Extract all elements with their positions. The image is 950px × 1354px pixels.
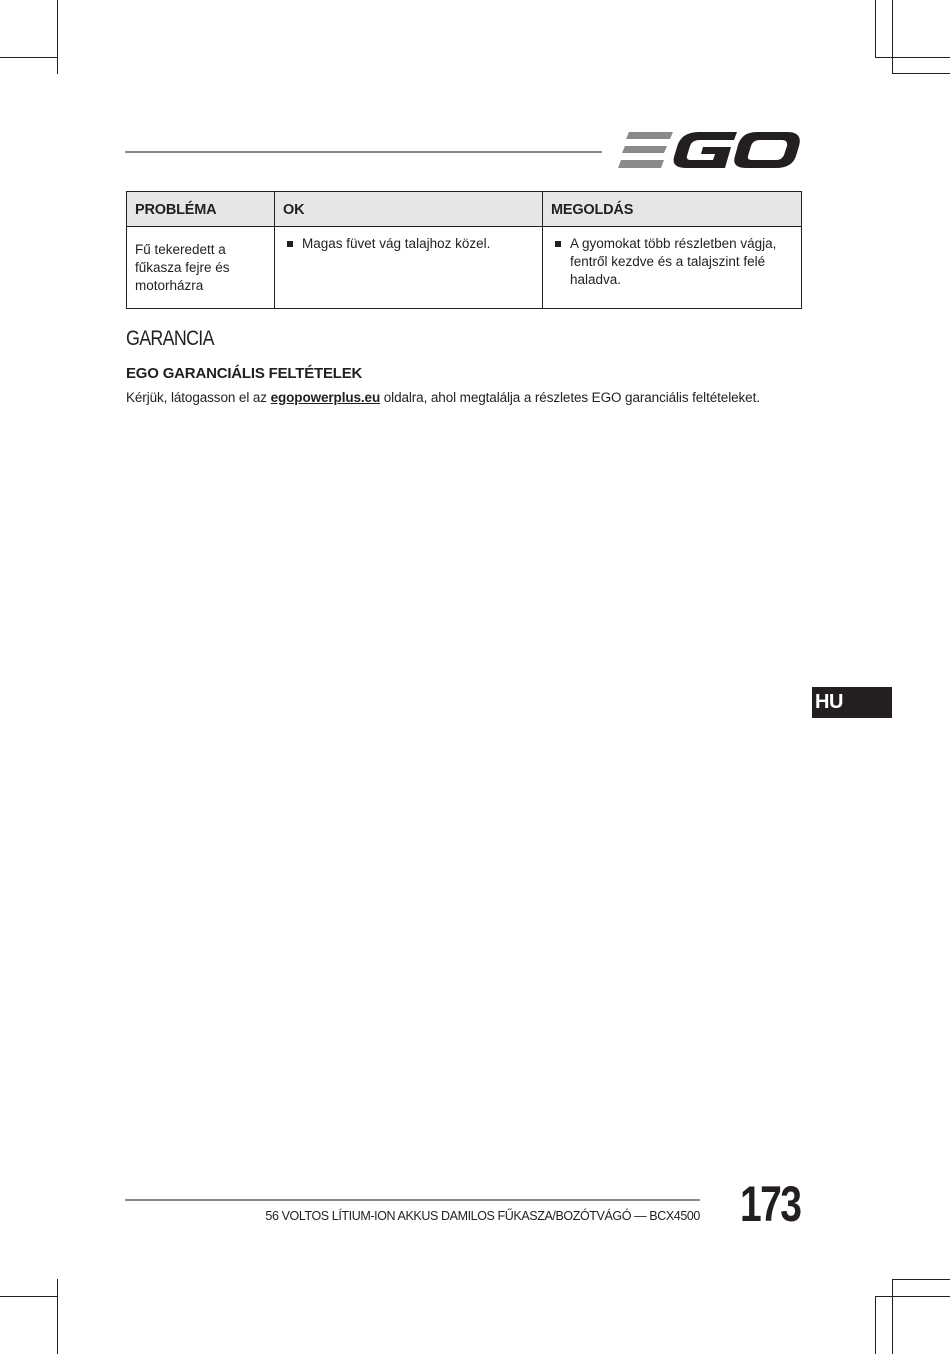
- crop-mark: [892, 1279, 950, 1280]
- table-row: [127, 227, 802, 309]
- footer-product-title: 56 VOLTOS LÍTIUM-ION AKKUS DAMILOS FŰKASZA/BOZÓTVÁGÓ — BCX4500: [265, 1209, 700, 1223]
- crop-mark: [892, 1279, 893, 1354]
- problem-cell: Fű tekeredett a fűkasza fejre és motorházra: [127, 227, 275, 309]
- square-bullet-icon: [287, 241, 293, 247]
- solution-text: A gyomokat több részletben vágja, fentről kezdve és a talajszint felé haladva.: [570, 236, 777, 287]
- section-title: GARANCIA: [126, 327, 214, 350]
- column-header-cause: OK: [275, 192, 543, 227]
- table-header-row: [127, 192, 802, 227]
- solution-cell: [543, 227, 802, 309]
- troubleshooting-table: [126, 191, 802, 309]
- bullet-item: [283, 235, 534, 253]
- column-header-problem: PROBLÉMA: [127, 192, 275, 227]
- section-subtitle: EGO GARANCIÁLIS FELTÉTELEK: [126, 365, 363, 382]
- square-bullet-icon: [555, 241, 561, 247]
- crop-mark: [875, 1296, 876, 1354]
- paragraph-text-after: oldalra, ahol megtalálja a részletes EGO garanciális feltételeket.: [383, 390, 760, 405]
- footer-rule: [125, 1199, 700, 1201]
- crop-mark: [57, 0, 58, 74]
- crop-mark: [892, 0, 893, 74]
- crop-mark: [0, 1296, 57, 1297]
- crop-mark: [875, 0, 876, 58]
- crop-mark: [0, 57, 57, 58]
- cause-text: Magas füvet vág talajhoz közel.: [302, 236, 491, 251]
- ego-logo: [617, 129, 800, 171]
- bullet-item: [551, 235, 793, 289]
- paragraph-text-before: Kérjük, látogasson el az: [126, 390, 267, 405]
- crop-mark: [875, 57, 950, 58]
- column-header-solution: MEGOLDÁS: [543, 192, 802, 227]
- crop-mark: [57, 1279, 58, 1354]
- language-tab: HU: [812, 687, 892, 718]
- cause-cell: [275, 227, 543, 309]
- crop-mark: [875, 1296, 950, 1297]
- page-number: 173: [739, 1176, 800, 1232]
- header-rule: [125, 151, 602, 153]
- warranty-link[interactable]: egopowerplus.eu: [270, 390, 381, 405]
- crop-mark: [892, 73, 950, 74]
- warranty-paragraph: [126, 390, 760, 405]
